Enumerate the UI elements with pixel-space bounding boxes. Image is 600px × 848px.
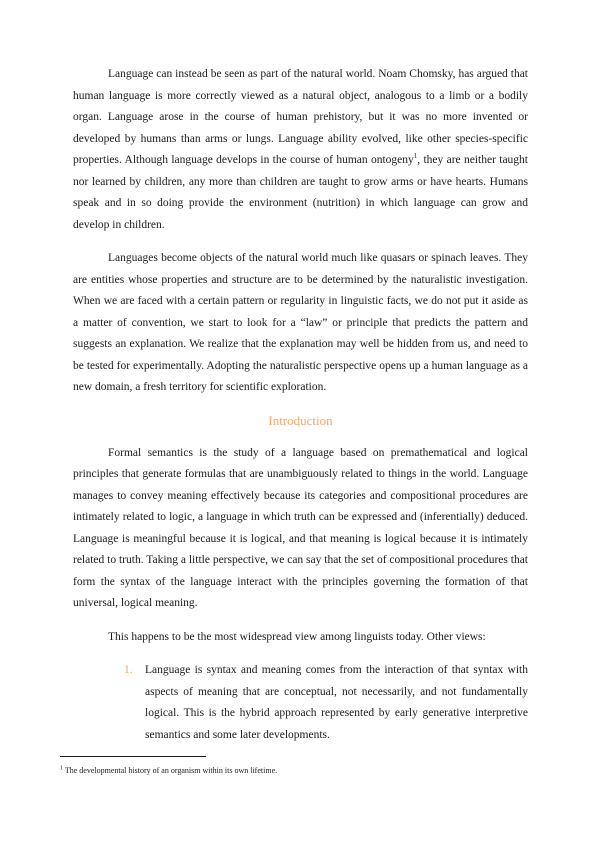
paragraph-formal-semantics: Formal semantics is the study of a language based on premathematical and logical principles that generate formulas that are unambiguously related to things in the world. Language manages to convey meaning effectively because its categories and compositional procedures are intimately related to logic, a language in which truth can be expressed and (inferentially) deduced. Language is meaningful because it is logical, and that meaning is logical because it is intimately related to truth. Taking a little perspective, we can say that the set of compositional procedures that form the syntax of the language interact with the principles governing the formation of that universal, logical meaning. <box>73 446 529 609</box>
list-item-number: 1. <box>124 664 133 676</box>
paragraph-objects-of-nature: Languages become objects of the natural world much like quasars or spinach leaves. They are entities whose properties and structure are to be determined by the naturalistic investigation. When we are faced with a certain pattern or regularity in linguistic facts, we do not put it aside as a matter of convention, we start to look for a “law” or principle that predicts the pattern and suggests an explanation. We realize that the explanation may well be hidden from us, and need to be tested for experimentally. Adopting the naturalistic perspective opens up a human language as a new domain, a fresh territory for scientific exploration. <box>73 252 528 393</box>
body-content <box>73 64 528 746</box>
list-item <box>73 660 528 746</box>
footnote-area <box>60 756 530 777</box>
footnote <box>60 765 530 777</box>
list-item-text: Language is syntax and meaning comes from the interaction of that syntax with aspects of meaning that are conceptual, not necessarily, and not fundamentally logical. This is the hybrid approach represented by early generative interpretive semantics and some later developments. <box>145 664 528 741</box>
section-heading-introduction: Introduction <box>268 412 333 428</box>
paragraph-1-text-cont: , they are neither taught nor learned by children, any more than children are taught to grow arms or have hearts. Humans speak and in so doing provide the environment (nutrition) in which language can grow and develop in children. <box>73 154 528 231</box>
footnote-number: 1 <box>60 765 63 772</box>
footnote-reference[interactable]: 1 <box>413 152 418 161</box>
footnote-text: The developmental history of an organism within its own lifetime. <box>64 766 278 775</box>
paragraph-1-text: Language can instead be seen as part of the natural world. Noam Chomsky, has argued that human language is more correctly viewed as a natural object, analogous to a limb or a bodily organ. Language arose in the course of human prehistory, but it was no more invented or developed by humans than arms or lungs. Language ability evolved, like other species-specific properties. Although language develops in the course of human ontogeny <box>73 68 528 166</box>
footnote-separator <box>60 756 206 757</box>
paragraph-natural-world <box>73 64 528 236</box>
paragraph-other-views: This happens to be the most widespread view among linguists today. Other views: <box>108 630 486 643</box>
